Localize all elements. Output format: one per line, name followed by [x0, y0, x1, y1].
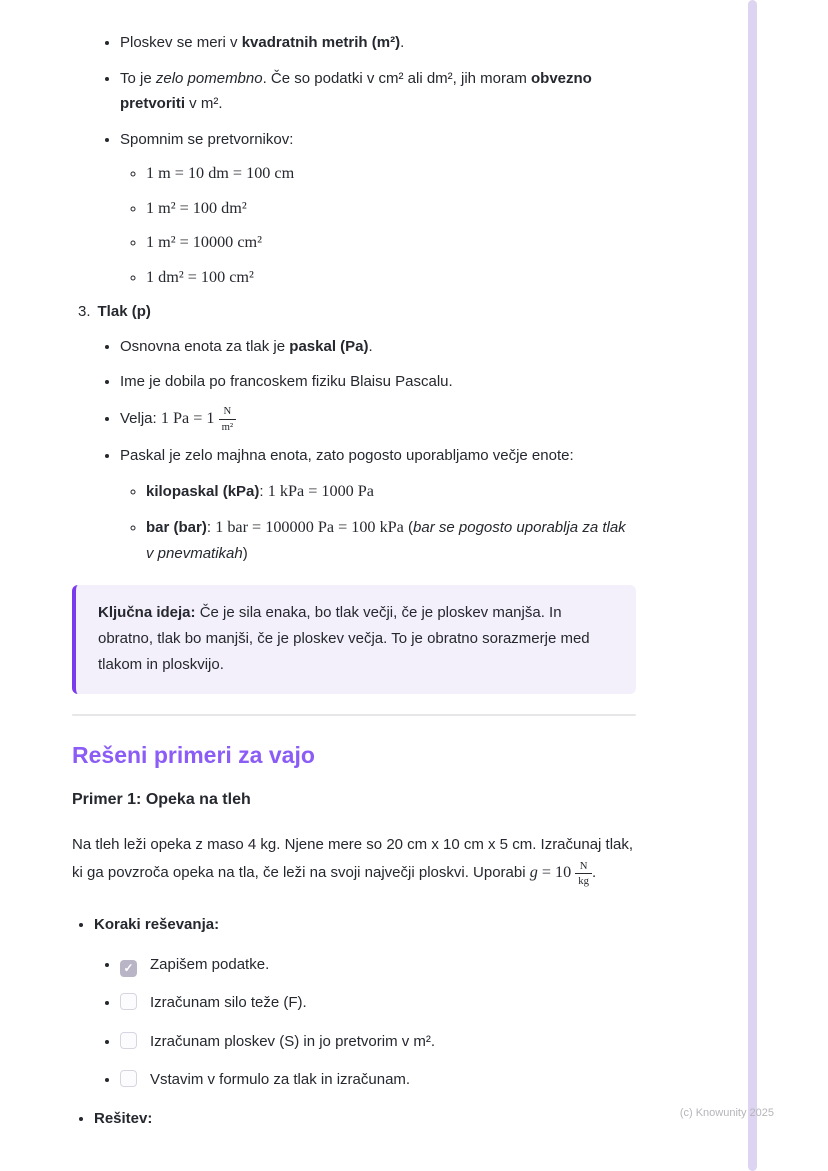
list-item	[120, 369, 636, 395]
resitev-label: Rešitev:	[94, 1109, 153, 1127]
footer-copyright: (c) Knowunity 2025	[679, 1107, 774, 1119]
math-variable-g: g	[529, 863, 538, 882]
fraction-numerator: N	[575, 860, 592, 874]
item-title: Tlak (p)	[97, 302, 151, 320]
text-run: .	[368, 337, 373, 355]
italic-run: bar se pogosto uporablja za tlak v pnevmatikah	[146, 518, 626, 563]
text-run: . Če so podatki v cm² ali dm², jih moram	[262, 69, 531, 87]
conversion-item	[146, 162, 636, 185]
koraki-list	[72, 912, 636, 1131]
list-item	[120, 30, 636, 56]
checkbox[interactable]	[120, 1032, 137, 1049]
unit-item	[146, 514, 636, 567]
scrollbar[interactable]	[748, 0, 757, 1171]
math-run: 1 m = 10 dm = 100 cm	[146, 164, 295, 182]
numbered-item-tlak	[78, 303, 636, 320]
text-run: Spomnim se pretvornikov:	[120, 130, 294, 148]
item-number: 3.	[78, 302, 91, 320]
divider	[72, 714, 636, 716]
tlak-list	[72, 334, 636, 567]
checklist-text: Vstavim v formulo za tlak in izračunam.	[150, 1071, 411, 1089]
text-run: .	[400, 34, 405, 51]
check-icon: • ✓	[123, 960, 134, 975]
text-run: Ime je dobila po francoskem fiziku Blaisu Pascalu.	[120, 373, 453, 391]
checkbox[interactable]	[120, 993, 137, 1010]
text-run: :	[259, 483, 268, 501]
koraki-label: Koraki reševanja:	[94, 916, 220, 934]
math-run: 1 bar = 100000 Pa = 100 kPa	[215, 517, 404, 536]
bigger-units-list	[120, 478, 636, 567]
units-list	[72, 30, 636, 289]
bold-run: obvezno pretvoriti	[120, 69, 592, 112]
list-item	[94, 912, 636, 1093]
callout-text: Če je sila enaka, bo tlak večji, če je ploskev manjša. In obratno, tlak bo manjši, če je ploskev večja. To je obratno sorazmerje med tlakom in ploskvijo.	[98, 603, 590, 674]
callout-label: Ključna ideja:	[98, 603, 196, 621]
math-run	[537, 860, 592, 888]
math-text: = 10	[537, 863, 576, 882]
checkbox[interactable]	[120, 1070, 137, 1087]
key-idea-callout	[72, 585, 636, 694]
text-run: )	[242, 545, 248, 563]
list-item	[120, 66, 636, 117]
checklist-item	[120, 1029, 636, 1055]
checklist-item	[120, 952, 636, 978]
math-run: 1 m² = 10000 cm²	[146, 233, 262, 252]
math-run: 1 dm² = 100 cm²	[146, 268, 254, 287]
italic-run: zelo pomembno	[155, 69, 263, 87]
note-content	[72, 30, 636, 1143]
text-run: Ploskev se meri v	[120, 34, 242, 51]
text-run: (	[403, 518, 414, 536]
list-item	[120, 405, 636, 433]
example-paragraph	[72, 831, 636, 889]
text-run: Velja:	[120, 409, 161, 427]
checklist-text: Izračunam silo teže (F).	[150, 994, 307, 1012]
text-run: :	[206, 518, 216, 536]
list-item	[120, 334, 636, 360]
list-item	[120, 127, 636, 289]
text-run: .	[591, 864, 597, 882]
math-run	[160, 405, 236, 433]
checklist	[94, 952, 636, 1093]
math-run: 1 kPa = 1000 Pa	[267, 482, 374, 501]
math-run: 1 m² = 100 dm²	[146, 198, 247, 217]
checkbox[interactable]	[120, 960, 137, 977]
fraction-denominator: kg	[578, 875, 589, 888]
checklist-item	[120, 1067, 636, 1093]
fraction	[219, 405, 237, 433]
math-text: 1 Pa = 1	[160, 408, 219, 427]
bold-run: kvadratnih metrih (m²)	[241, 34, 401, 51]
text-run: To je	[120, 69, 156, 87]
conversion-list	[120, 162, 636, 289]
list-item	[94, 1106, 636, 1132]
text-run: Paskal je zelo majhna enota, zato pogosto uporabljamo večje enote:	[120, 446, 574, 464]
text-run: Osnovna enota za tlak je	[120, 337, 290, 355]
bold-run: paskal (Pa)	[289, 337, 369, 355]
checklist-text: Zapišem podatke.	[150, 955, 270, 973]
text-run: Na tleh leži opeka z maso 4 kg. Njene mere so 20 cm x 10 cm x 5 cm. Izračunaj tlak, ki ga povzroča opeka na tla, če leži na svoji največji ploskvi. Uporabi	[72, 835, 634, 882]
fraction-denominator: m²	[221, 420, 234, 433]
unit-item	[146, 478, 636, 506]
fraction	[575, 860, 592, 888]
conversion-item	[146, 266, 636, 289]
text-run: v m².	[185, 95, 223, 112]
checklist-text: Izračunam ploskev (S) in jo pretvorim v m².	[150, 1032, 436, 1050]
bold-run: bar (bar)	[146, 518, 207, 536]
fraction-numerator: N	[219, 405, 237, 419]
example-title: Primer 1: Opeka na tleh	[72, 790, 251, 808]
section-heading: Rešeni primeri za vajo	[72, 741, 315, 768]
conversion-item	[146, 231, 636, 254]
list-item	[120, 443, 636, 567]
checklist-item	[120, 990, 636, 1016]
bold-run: kilopaskal (kPa)	[146, 483, 260, 501]
conversion-item	[146, 197, 636, 220]
